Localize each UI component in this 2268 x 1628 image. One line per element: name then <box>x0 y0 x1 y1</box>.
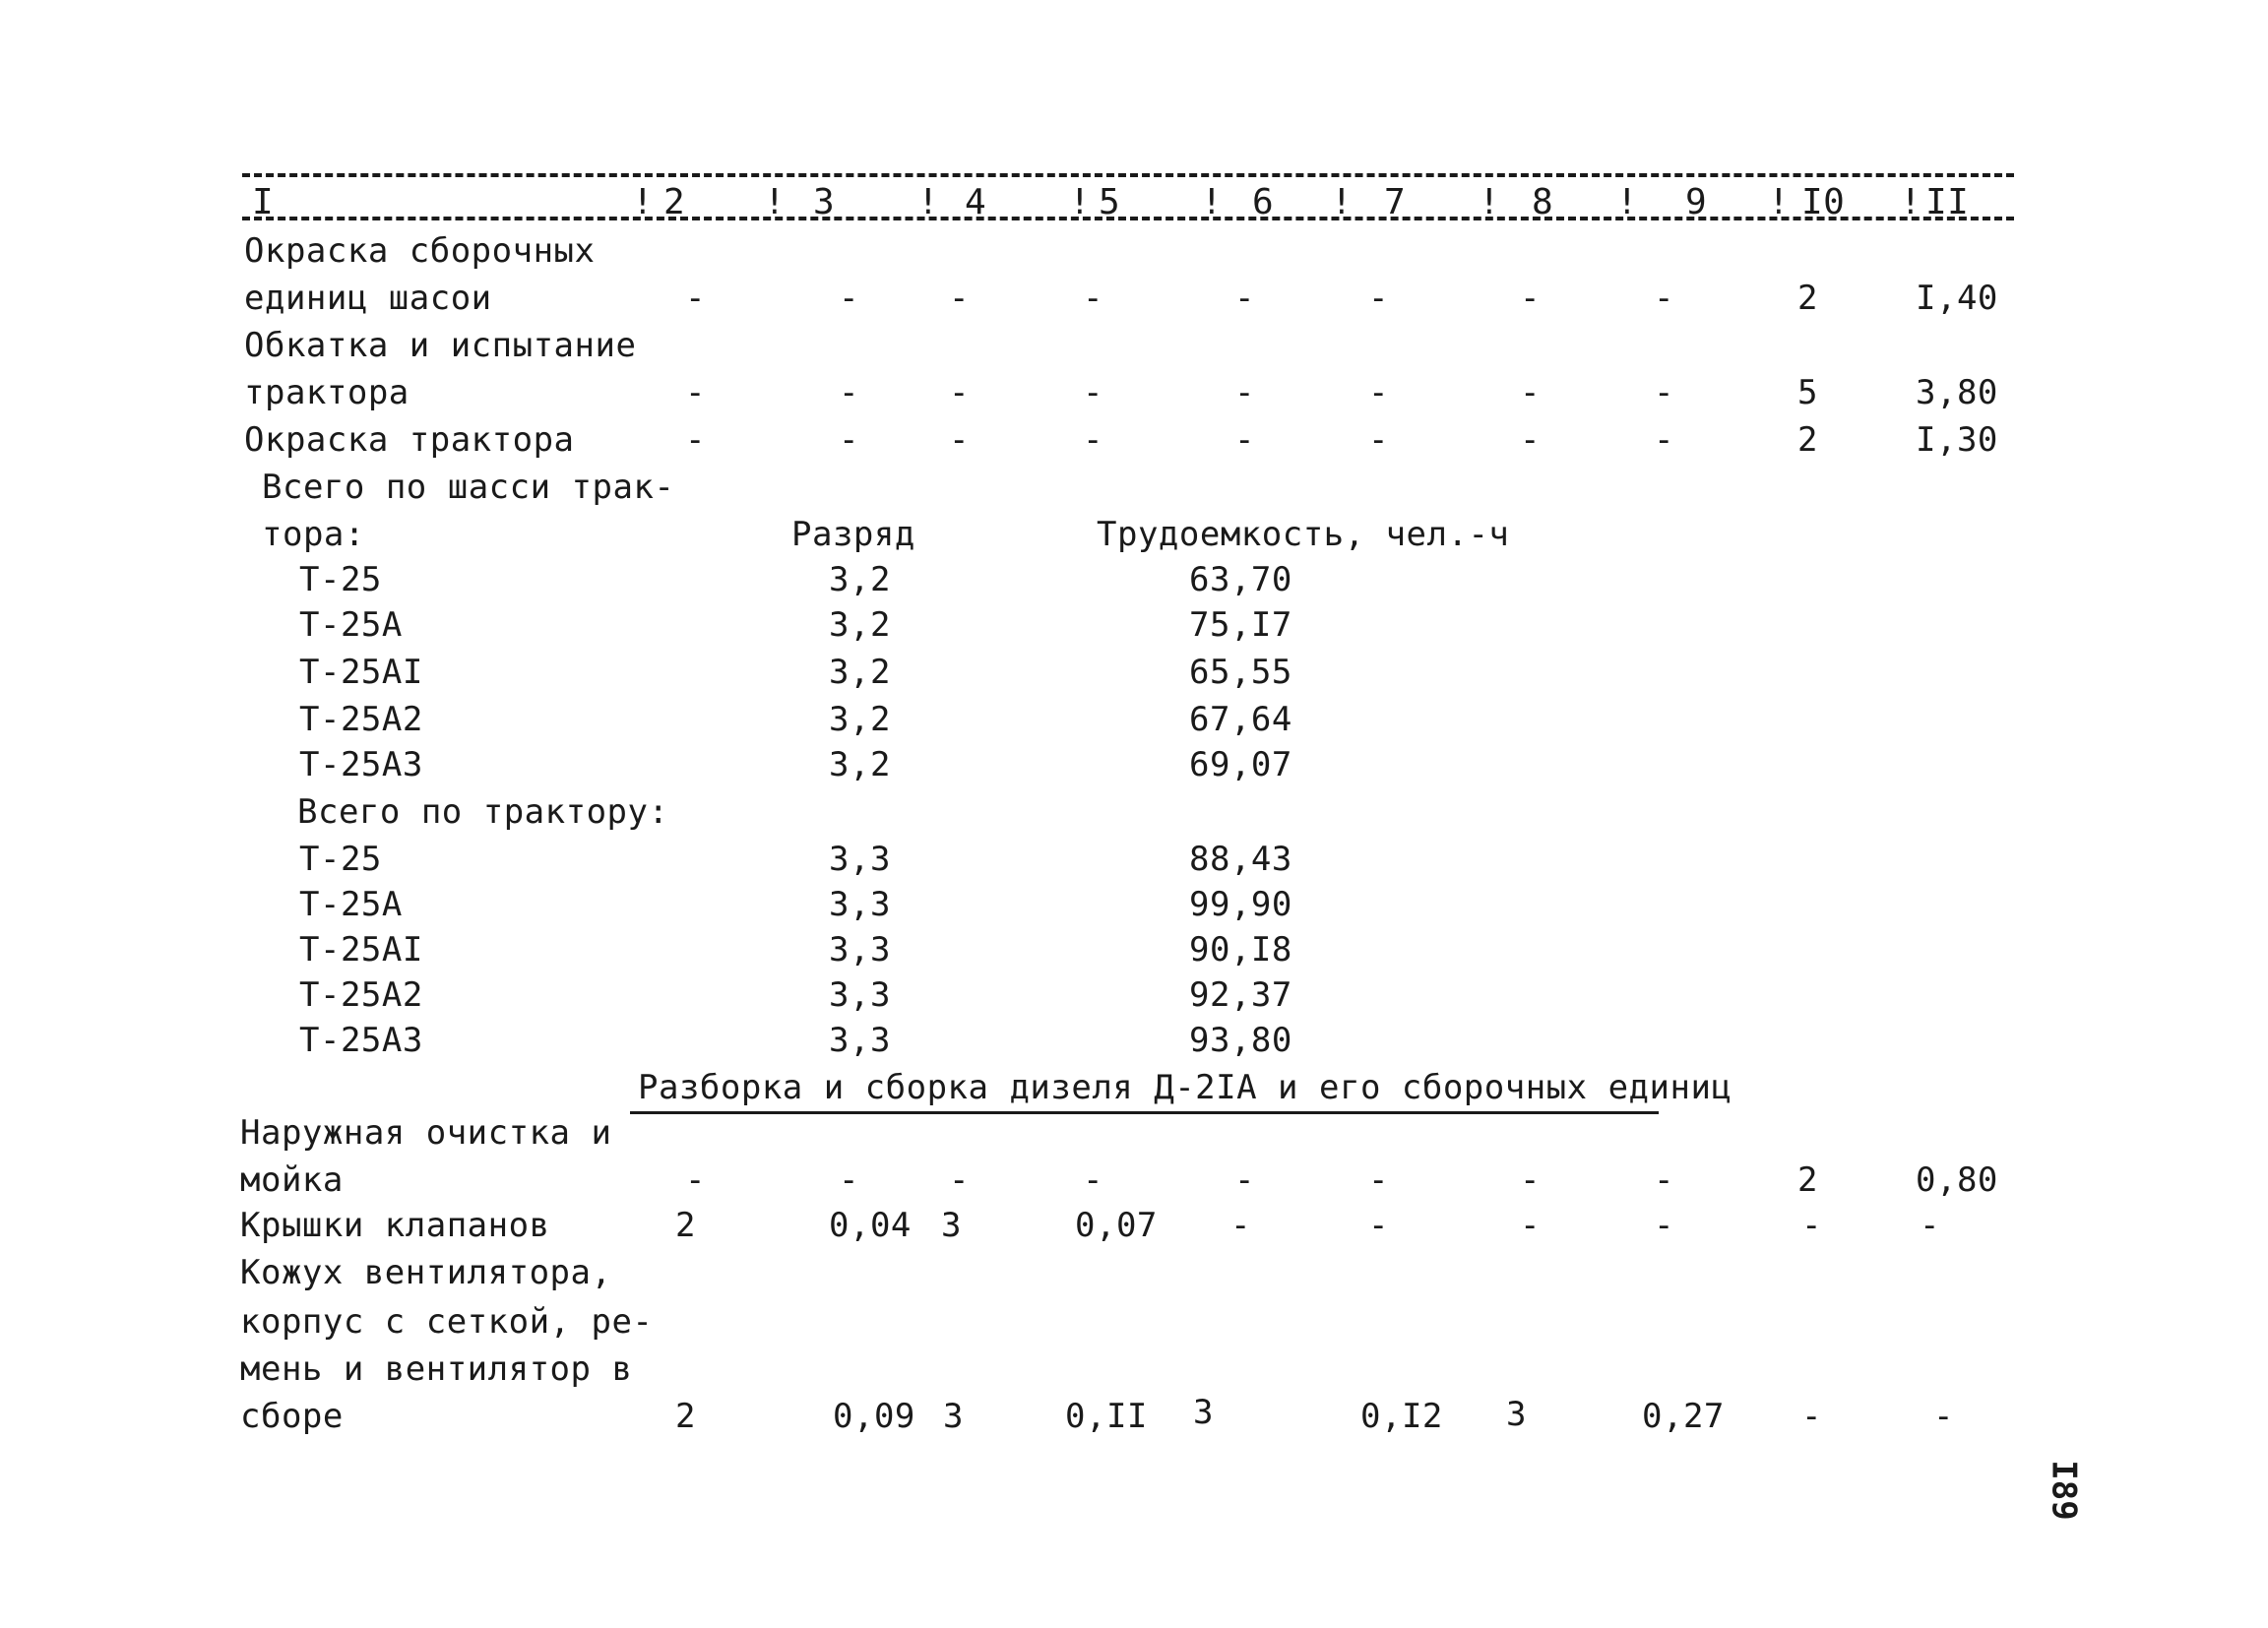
model-name: Т-25А2 <box>299 700 423 739</box>
model-name: Т-25А2 <box>299 975 423 1015</box>
table-cell: 0,04 <box>829 1206 912 1245</box>
table-cell: - <box>1230 1206 1251 1245</box>
table-cell: - <box>1083 373 1103 412</box>
model-name: Т-25 <box>299 840 382 879</box>
table-cell: - <box>1520 279 1541 318</box>
labor-value: 88,43 <box>1189 840 1292 879</box>
table-cell: 0,09 <box>833 1397 915 1436</box>
totals-tractor-title: Всего по трактору: <box>297 792 669 832</box>
col-header-1: I <box>252 182 275 222</box>
model-name: Т-25А3 <box>299 1021 423 1060</box>
row-label: Кожух вентилятора, <box>240 1253 612 1292</box>
labor-value: 93,80 <box>1189 1021 1292 1060</box>
table-cell: 0,II <box>1065 1397 1148 1436</box>
col-separator: ! <box>764 182 787 222</box>
grade-value: 3,3 <box>829 840 891 879</box>
col-separator: ! <box>1616 182 1639 222</box>
table-cell: - <box>839 1160 859 1200</box>
table-cell: 3,80 <box>1916 373 1998 412</box>
grade-value: 3,3 <box>829 930 891 970</box>
table-cell: - <box>1234 420 1255 460</box>
grade-value: 3,2 <box>829 560 891 599</box>
col-header-3: 3 <box>813 182 836 222</box>
table-header <box>242 169 2014 224</box>
table-cell: - <box>839 420 859 460</box>
table-cell: - <box>1520 1160 1541 1200</box>
table-cell: 0,80 <box>1916 1160 1998 1200</box>
row-label: сборе <box>240 1397 344 1436</box>
table-cell: - <box>1933 1397 1954 1436</box>
grade-value: 3,2 <box>829 605 891 645</box>
col-separator: ! <box>1768 182 1791 222</box>
row-label: мень и вентилятор в <box>240 1349 633 1389</box>
table-cell: - <box>949 1160 970 1200</box>
table-cell: - <box>949 279 970 318</box>
table-cell: - <box>1234 1160 1255 1200</box>
table-cell: - <box>1368 420 1389 460</box>
totals-chassis-title: Всего по шасси трак- <box>262 468 675 507</box>
table-cell: - <box>1083 1160 1103 1200</box>
table-cell: - <box>1520 373 1541 412</box>
col-header-8: 8 <box>1532 182 1554 222</box>
table-cell: - <box>1654 373 1674 412</box>
table-cell: 3 <box>1193 1393 1214 1432</box>
col-separator: ! <box>917 182 940 222</box>
col-header-5: 5 <box>1099 182 1121 222</box>
grade-value: 3,3 <box>829 1021 891 1060</box>
labor-value: 90,I8 <box>1189 930 1292 970</box>
table-cell: - <box>1083 420 1103 460</box>
table-cell: - <box>1368 373 1389 412</box>
table-cell: - <box>1368 1206 1389 1245</box>
header-top-rule <box>242 173 2014 177</box>
col-header-2: 2 <box>663 182 686 222</box>
col-header-9: 9 <box>1685 182 1708 222</box>
row-label: Окраска трактора <box>244 420 575 460</box>
table-cell: - <box>1654 279 1674 318</box>
grade-column-label: Разряд <box>791 515 915 554</box>
model-name: Т-25А3 <box>299 745 423 784</box>
table-cell: 3 <box>1506 1395 1527 1434</box>
col-header-10: I0 <box>1801 182 1846 222</box>
table-cell: I,30 <box>1916 420 1998 460</box>
table-cell: - <box>1801 1206 1822 1245</box>
table-cell: - <box>949 373 970 412</box>
header-bottom-rule <box>242 217 2014 220</box>
labor-value: 65,55 <box>1189 653 1292 692</box>
table-cell: - <box>1654 420 1674 460</box>
model-name: Т-25А <box>299 605 403 645</box>
grade-value: 3,3 <box>829 975 891 1015</box>
table-cell: 2 <box>675 1397 696 1436</box>
page-number-text: I89 <box>2044 1460 2084 1521</box>
model-name: Т-25 <box>299 560 382 599</box>
page-number <box>2044 1455 2087 1524</box>
col-separator: ! <box>1331 182 1354 222</box>
row-label: Обкатка и испытание <box>244 326 637 365</box>
row-label: корпус с сеткой, ре- <box>240 1302 654 1342</box>
labor-column-label: Трудоемкость, чел.-ч <box>1097 515 1510 554</box>
table-cell: 2 <box>1797 1160 1818 1200</box>
table-cell: - <box>685 420 706 460</box>
col-separator: ! <box>1479 182 1501 222</box>
col-separator: ! <box>1201 182 1224 222</box>
labor-value: 75,I7 <box>1189 605 1292 645</box>
table-cell: - <box>685 279 706 318</box>
labor-value: 63,70 <box>1189 560 1292 599</box>
table-cell: - <box>1520 420 1541 460</box>
grade-value: 3,2 <box>829 653 891 692</box>
section-title: Разборка и сборка дизеля Д-2IА и его сборочных единиц <box>638 1068 1732 1107</box>
labor-value: 92,37 <box>1189 975 1292 1015</box>
table-cell: - <box>685 1160 706 1200</box>
row-label: трактора <box>244 373 410 412</box>
col-separator: ! <box>1069 182 1092 222</box>
table-cell: - <box>1920 1206 1940 1245</box>
model-name: Т-25А <box>299 885 403 924</box>
table-cell: - <box>1520 1206 1541 1245</box>
table-cell: 2 <box>675 1206 696 1245</box>
table-cell: - <box>1368 279 1389 318</box>
table-cell: 2 <box>1797 279 1818 318</box>
col-header-11: II <box>1925 182 1970 222</box>
table-cell: - <box>839 279 859 318</box>
grade-value: 3,3 <box>829 885 891 924</box>
row-label: Крышки клапанов <box>240 1206 550 1245</box>
table-cell: - <box>949 420 970 460</box>
table-cell: - <box>1234 279 1255 318</box>
grade-value: 3,2 <box>829 745 891 784</box>
table-cell: 0,27 <box>1642 1397 1725 1436</box>
table-cell: I,40 <box>1916 279 1998 318</box>
row-label: Окраска сборочных <box>244 231 596 271</box>
grade-value: 3,2 <box>829 700 891 739</box>
table-cell: - <box>1654 1206 1674 1245</box>
labor-value: 69,07 <box>1189 745 1292 784</box>
col-header-4: 4 <box>965 182 987 222</box>
col-header-7: 7 <box>1384 182 1407 222</box>
table-cell: - <box>1234 373 1255 412</box>
table-cell: - <box>1368 1160 1389 1200</box>
table-cell: 5 <box>1797 373 1818 412</box>
table-cell: - <box>1801 1397 1822 1436</box>
table-cell: - <box>1083 279 1103 318</box>
table-cell: 3 <box>941 1206 962 1245</box>
labor-value: 99,90 <box>1189 885 1292 924</box>
model-name: Т-25АI <box>299 930 423 970</box>
table-cell: 2 <box>1797 420 1818 460</box>
section-title-underline <box>630 1111 1659 1114</box>
totals-chassis-title: тора: <box>262 515 365 554</box>
model-name: Т-25АI <box>299 653 423 692</box>
col-header-6: 6 <box>1252 182 1275 222</box>
row-label: мойка <box>240 1160 344 1200</box>
col-separator: ! <box>632 182 655 222</box>
labor-value: 67,64 <box>1189 700 1292 739</box>
table-cell: 0,07 <box>1075 1206 1158 1245</box>
row-label: единиц шасои <box>244 279 492 318</box>
row-label: Наружная очистка и <box>240 1113 612 1153</box>
col-separator: ! <box>1900 182 1922 222</box>
table-cell: - <box>839 373 859 412</box>
table-cell: 0,I2 <box>1360 1397 1443 1436</box>
table-cell: 3 <box>943 1397 964 1436</box>
table-cell: - <box>1654 1160 1674 1200</box>
table-cell: - <box>685 373 706 412</box>
